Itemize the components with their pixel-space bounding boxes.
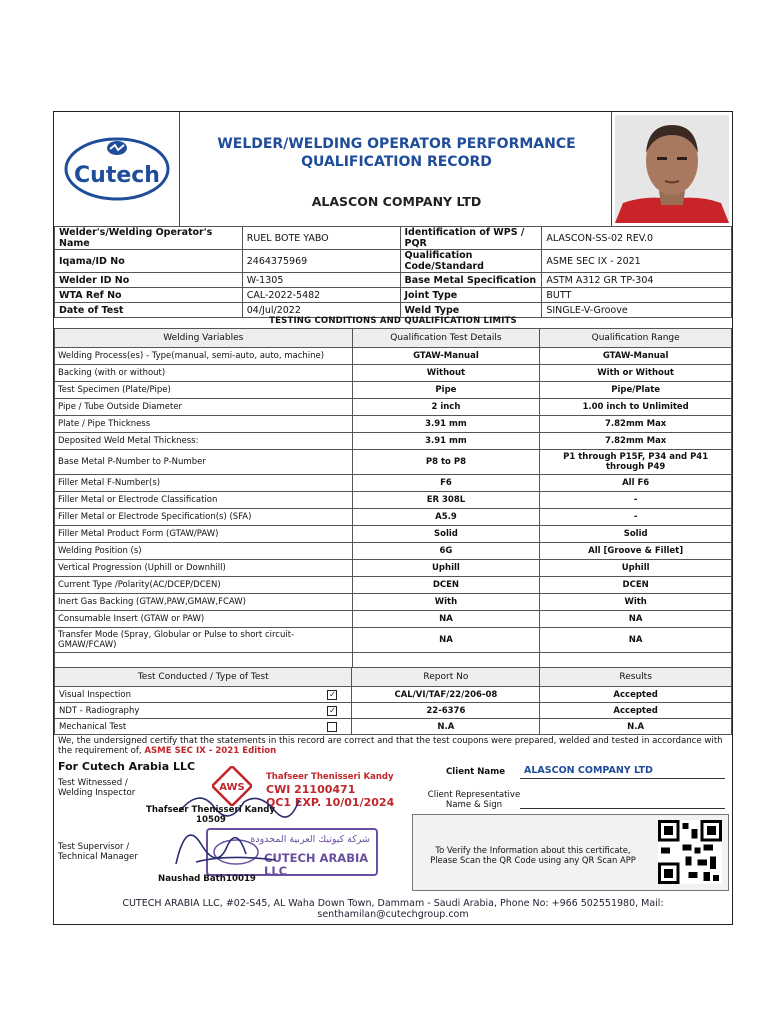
logo-cell [54,112,180,226]
witness-label: Test Witnessed / Welding Inspector [58,778,136,798]
blank-cell [55,653,353,668]
test-detail: NA [352,611,540,628]
info-label: Date of Test [55,303,243,318]
info-value: 04/Jul/2022 [242,303,400,318]
variable-row [55,628,732,653]
variable-row [55,348,732,365]
qualification-range: NA [540,611,732,628]
variable-row [55,560,732,577]
info-row [55,227,732,250]
client-name-line [520,778,725,779]
aws-name: Thafseer Thenisseri Kandy [266,772,394,782]
qualification-range: Uphill [540,560,732,577]
welder-info-table [54,226,732,318]
variable-name: Inert Gas Backing (GTAW,PAW,GMAW,FCAW) [55,594,353,611]
info-value: SINGLE-V-Groove [542,303,732,318]
qr-instructions: To Verify the Information about this certificate, Please Scan the QR Code using any QR Scan APP [430,845,636,865]
column-header: Qualification Test Details [352,329,540,348]
qr-code-icon[interactable] [658,820,722,884]
test-detail: 3.91 mm [352,416,540,433]
variable-row [55,492,732,509]
variable-row [55,577,732,594]
test-checkbox[interactable]: ✓ [329,689,336,699]
test-name: Mechanical Test [59,721,127,732]
info-label: Iqama/ID No [55,250,243,273]
blank-cell [540,653,732,668]
report-number: CAL/VI/TAF/22/206-08 [352,687,540,703]
info-value: CAL-2022-5482 [242,288,400,303]
client-name: ALASCON COMPANY LTD [524,765,653,776]
test-row [55,687,732,703]
tests-body [55,687,732,735]
test-detail: Solid [352,526,540,543]
test-name-cell [55,687,352,703]
test-detail: NA [352,628,540,653]
test-detail: Without [352,365,540,382]
info-value: ASME SEC IX - 2021 [542,250,732,273]
variable-row [55,594,732,611]
variables-body [55,348,732,668]
info-row [55,250,732,273]
aws-cwi: CWI 21100471 [266,783,356,796]
tests-header-row [55,668,732,687]
witness-name: Thafseer Thenisseri Kandy [146,805,275,815]
qualification-range: Solid [540,526,732,543]
logo-text: Cutech [74,163,160,188]
column-header: Welding Variables [55,329,353,348]
column-header: Results [540,668,732,687]
info-label: Weld Type [400,303,542,318]
test-checkbox[interactable]: ✓ [329,705,336,715]
info-label: Identification of WPS / PQR [400,227,542,250]
test-detail: 2 inch [352,399,540,416]
variable-name: Filler Metal F-Number(s) [55,475,353,492]
qualification-range: NA [540,628,732,653]
info-row [55,273,732,288]
test-detail: ER 308L [352,492,540,509]
test-detail: GTAW-Manual [352,348,540,365]
test-detail: With [352,594,540,611]
info-label: Qualification Code/Standard [400,250,542,273]
test-detail: Pipe [352,382,540,399]
qualification-range: P1 through P15F, P34 and P41 through P49 [540,450,732,475]
variable-name: Pipe / Tube Outside Diameter [55,399,353,416]
test-row [55,703,732,719]
blank-cell [352,653,540,668]
test-detail: A5.9 [352,509,540,526]
test-name: NDT - Radiography [59,705,140,716]
info-label: Welder ID No [55,273,243,288]
variable-row [55,365,732,382]
footer-address: CUTECH ARABIA LLC, #02-S45, AL Waha Down Town, Dammam - Saudi Arabia, Phone No: +966 502551980, Mail: senthamilan@cutechgroup.com [122,898,664,920]
qualification-range: 7.82mm Max [540,416,732,433]
variable-row [55,450,732,475]
info-value: ASTM A312 GR TP-304 [542,273,732,288]
column-header: Report No [352,668,540,687]
info-value: BUTT [542,288,732,303]
info-label: Welder's/Welding Operator's Name [55,227,243,250]
variables-table [54,328,732,668]
supervisor-id: 10019 [226,874,256,884]
test-name-cell [55,719,352,735]
report-number: 22-6376 [352,703,540,719]
client-name-label: Client Name [446,767,506,777]
certificate-header [54,112,732,227]
qr-verification-box [412,814,729,891]
qualification-range: - [540,492,732,509]
column-header: Qualification Range [540,329,732,348]
tests-table [54,667,732,735]
variable-name: Welding Position (s) [55,543,353,560]
info-label: Joint Type [400,288,542,303]
supervisor-name: Naushad Bath [158,874,226,884]
variable-name: Current Type /Polarity(AC/DCEP/DCEN) [55,577,353,594]
test-result: Accepted [540,703,732,719]
certification-standard: ASME SEC IX - 2021 Edition [144,746,277,756]
certification-text: We, the undersigned certify that the statements in this record are correct and that the test coupons were prepared, welded and tested in accordance with the requirement of, [58,736,723,756]
blank-row [55,653,732,668]
client-rep-label: Client Representative Name & Sign [427,790,521,810]
client-rep-line [520,808,725,809]
test-name-cell [55,703,352,719]
info-value: W-1305 [242,273,400,288]
test-detail: P8 to P8 [352,450,540,475]
supervisor-signature [166,814,286,874]
test-name: Visual Inspection [59,689,131,700]
variable-row [55,399,732,416]
variable-name: Filler Metal Product Form (GTAW/PAW) [55,526,353,543]
title-line1: WELDER/WELDING OPERATOR PERFORMANCE [217,136,576,152]
info-label: WTA Ref No [55,288,243,303]
variable-name: Transfer Mode (Spray, Globular or Pulse to short circuit- GMAW/FCAW) [55,628,353,653]
supervisor-label: Test Supervisor / Technical Manager [58,842,138,862]
variable-row [55,611,732,628]
qualification-range: 7.82mm Max [540,433,732,450]
variable-row [55,543,732,560]
qualification-range: All F6 [540,475,732,492]
test-checkbox[interactable] [327,722,337,732]
test-detail: 3.91 mm [352,433,540,450]
variable-row [55,475,732,492]
variable-row [55,382,732,399]
certificate [53,111,733,925]
variable-name: Base Metal P-Number to P-Number [55,450,353,475]
qualification-range: 1.00 inch to Unlimited [540,399,732,416]
test-detail: F6 [352,475,540,492]
test-detail: DCEN [352,577,540,594]
cutech-logo [62,134,172,204]
variables-header-row [55,329,732,348]
variable-name: Test Specimen (Plate/Pipe) [55,382,353,399]
variable-row [55,416,732,433]
section-title: TESTING CONDITIONS AND QUALIFICATION LIMITS [54,314,732,329]
info-label: Base Metal Specification [400,273,542,288]
for-company: For Cutech Arabia LLC [58,760,196,773]
test-row [55,719,732,735]
qualification-range: Pipe/Plate [540,382,732,399]
qualification-range: With or Without [540,365,732,382]
variable-name: Vertical Progression (Uphill or Downhill) [55,560,353,577]
qualification-range: DCEN [540,577,732,594]
report-number: N.A [352,719,540,735]
variable-row [55,526,732,543]
info-value: RUEL BOTE YABO [242,227,400,250]
title-line2: QUALIFICATION RECORD [301,154,492,170]
company-name: ALASCON COMPANY LTD [311,194,482,209]
qualification-range: - [540,509,732,526]
photo-cell [611,112,732,226]
info-row [55,288,732,303]
qualification-range: GTAW-Manual [540,348,732,365]
certification-statement [58,736,728,756]
test-detail: Uphill [352,560,540,577]
aws-exp: QC1 EXP. 10/01/2024 [266,796,395,809]
variable-name: Welding Process(es) - Type(manual, semi-auto, auto, machine) [55,348,353,365]
test-detail: 6G [352,543,540,560]
qualification-range: All [Groove & Fillet] [540,543,732,560]
variable-name: Plate / Pipe Thickness [55,416,353,433]
welder-photo [615,115,729,223]
info-value: ALASCON-SS-02 REV.0 [542,227,732,250]
variable-name: Filler Metal or Electrode Classification [55,492,353,509]
variable-row [55,509,732,526]
test-result: Accepted [540,687,732,703]
qualification-range: With [540,594,732,611]
variable-name: Backing (with or without) [55,365,353,382]
aws-badge-text: AWS [219,782,245,793]
variable-name: Filler Metal or Electrode Specification(s) (SFA) [55,509,353,526]
variable-row [55,433,732,450]
variable-name: Deposited Weld Metal Thickness: [55,433,353,450]
stamp-arabic: شركة كيوتيك العربية المحدودة [250,834,370,845]
info-value: 2464375969 [242,250,400,273]
test-result: N.A [540,719,732,735]
witness-id: 10509 [196,815,226,825]
stamp-english: CUTECH ARABIA LLC [264,851,369,878]
column-header: Test Conducted / Type of Test [55,668,352,687]
variable-name: Consumable Insert (GTAW or PAW) [55,611,353,628]
